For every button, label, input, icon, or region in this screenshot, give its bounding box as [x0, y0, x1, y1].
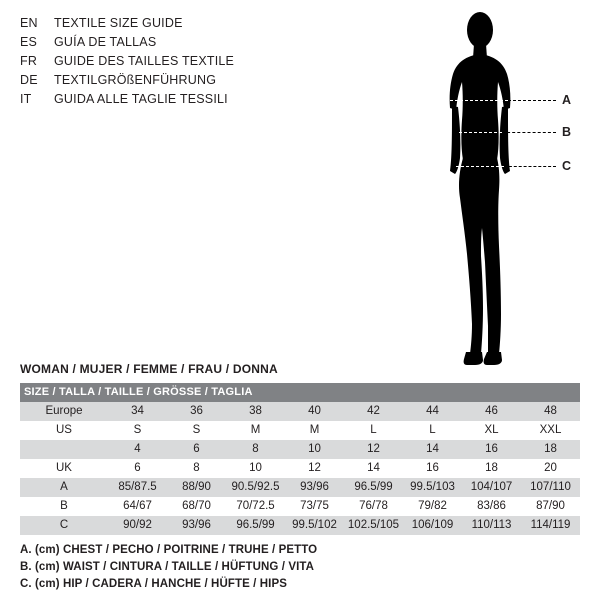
cell: 106/109: [411, 519, 454, 531]
table-row: [20, 516, 580, 535]
female-silhouette-icon: [430, 8, 590, 368]
measure-label-a: A: [562, 93, 572, 107]
measure-line-b-inner: [459, 132, 502, 133]
cell: 90.5/92.5: [231, 481, 280, 493]
cell: M: [250, 424, 261, 436]
row-label: [20, 440, 108, 459]
cell: 18: [544, 443, 557, 455]
cell: 10: [308, 443, 321, 455]
cell: 4: [134, 443, 141, 455]
cell: 102.5/105: [347, 519, 400, 531]
cell: 90/92: [123, 519, 152, 531]
measure-line-a-inner: [450, 100, 508, 101]
table-row: [20, 440, 580, 459]
language-row: [20, 90, 320, 109]
cell: 16: [485, 443, 498, 455]
legend-item-c: C. (cm) HIP / CADERA / HANCHE / HÜFTE / HIPS: [20, 578, 288, 590]
row-label: A: [60, 481, 68, 493]
language-row: [20, 33, 320, 52]
cell: 8: [193, 462, 200, 474]
cell: 34: [131, 405, 144, 417]
cell: 99.5/102: [292, 519, 337, 531]
row-label: UK: [56, 462, 72, 474]
female-body-figure: [430, 8, 590, 368]
legend-item-b: B. (cm) WAIST / CINTURA / TAILLE / HÜFTUNG / VITA: [20, 561, 315, 573]
cell: 88/90: [182, 481, 211, 493]
legend-item-a: A. (cm) CHEST / PECHO / POITRINE / TRUHE / PETTO: [20, 544, 318, 556]
cell: 104/107: [470, 481, 513, 493]
row-label: B: [60, 500, 68, 512]
measure-line-a-outer: [508, 100, 556, 101]
language-title: GUIDA ALLE TAGLIE TESSILI: [54, 92, 228, 106]
language-code: EN: [20, 16, 38, 30]
cell: 68/70: [182, 500, 211, 512]
cell: 18: [485, 462, 498, 474]
language-row: [20, 14, 320, 33]
cell: 10: [249, 462, 262, 474]
table-row: [20, 478, 580, 497]
measure-line-c-inner: [456, 166, 504, 167]
cell: 76/78: [359, 500, 388, 512]
cell: 6: [134, 462, 141, 474]
cell: 114/119: [530, 519, 571, 531]
cell: 6: [193, 443, 200, 455]
table-header-row: [20, 383, 580, 402]
language-row: [20, 71, 320, 90]
measurement-legend: [20, 542, 560, 593]
cell: 38: [249, 405, 262, 417]
language-title-block: [20, 14, 320, 109]
row-label: Europe: [45, 405, 83, 417]
size-table: [20, 383, 580, 535]
cell: L: [370, 424, 377, 436]
cell: 46: [485, 405, 498, 417]
cell: 12: [367, 443, 380, 455]
cell: 83/86: [477, 500, 506, 512]
cell: 42: [367, 405, 380, 417]
cell: 16: [426, 462, 439, 474]
cell: 70/72.5: [236, 500, 275, 512]
language-code: ES: [20, 35, 38, 49]
table-row: [20, 421, 580, 440]
cell: 44: [426, 405, 439, 417]
language-code: DE: [20, 73, 38, 87]
cell: S: [192, 424, 201, 436]
cell: 64/67: [123, 500, 152, 512]
cell: 110/113: [471, 519, 512, 531]
language-title: TEXTILE SIZE GUIDE: [54, 16, 183, 30]
table-header-label: SIZE / TALLA / TAILLE / GRÖSSE / TAGLIA: [24, 386, 253, 398]
cell: 20: [544, 462, 557, 474]
cell: 99.5/103: [410, 481, 455, 493]
cell: 107/110: [530, 481, 571, 493]
cell: 93/96: [182, 519, 211, 531]
measure-label-b: B: [562, 125, 572, 139]
language-title: GUIDE DES TAILLES TEXTILE: [54, 54, 235, 68]
cell: 96.5/99: [354, 481, 393, 493]
cell: 36: [190, 405, 203, 417]
cell: L: [429, 424, 436, 436]
cell: 96.5/99: [236, 519, 275, 531]
cell: M: [309, 424, 320, 436]
table-row: [20, 459, 580, 478]
cell: 85/87.5: [118, 481, 157, 493]
cell: 14: [367, 462, 380, 474]
language-title: TEXTILGRÖßENFÜHRUNG: [54, 73, 217, 87]
table-row: [20, 497, 580, 516]
cell: 87/90: [536, 500, 565, 512]
language-title: GUÍA DE TALLAS: [54, 35, 157, 49]
cell: XL: [484, 424, 499, 436]
measure-line-c-outer: [504, 166, 556, 167]
language-code: FR: [20, 54, 38, 68]
row-label: C: [59, 519, 69, 531]
cell: 93/96: [300, 481, 329, 493]
cell: 12: [308, 462, 321, 474]
cell: S: [133, 424, 142, 436]
cell: 8: [252, 443, 259, 455]
measure-label-c: C: [562, 159, 572, 173]
row-label: US: [56, 424, 72, 436]
cell: 40: [308, 405, 321, 417]
measure-line-b-outer: [502, 132, 556, 133]
size-table-container: [20, 383, 580, 535]
cell: XXL: [539, 424, 562, 436]
table-row: [20, 402, 580, 421]
cell: 48: [544, 405, 557, 417]
cell: 73/75: [300, 500, 329, 512]
cell: 14: [426, 443, 439, 455]
language-code: IT: [20, 92, 32, 106]
language-row: [20, 52, 320, 71]
cell: 79/82: [418, 500, 447, 512]
woman-section-heading: WOMAN / MUJER / FEMME / FRAU / DONNA: [20, 362, 278, 376]
